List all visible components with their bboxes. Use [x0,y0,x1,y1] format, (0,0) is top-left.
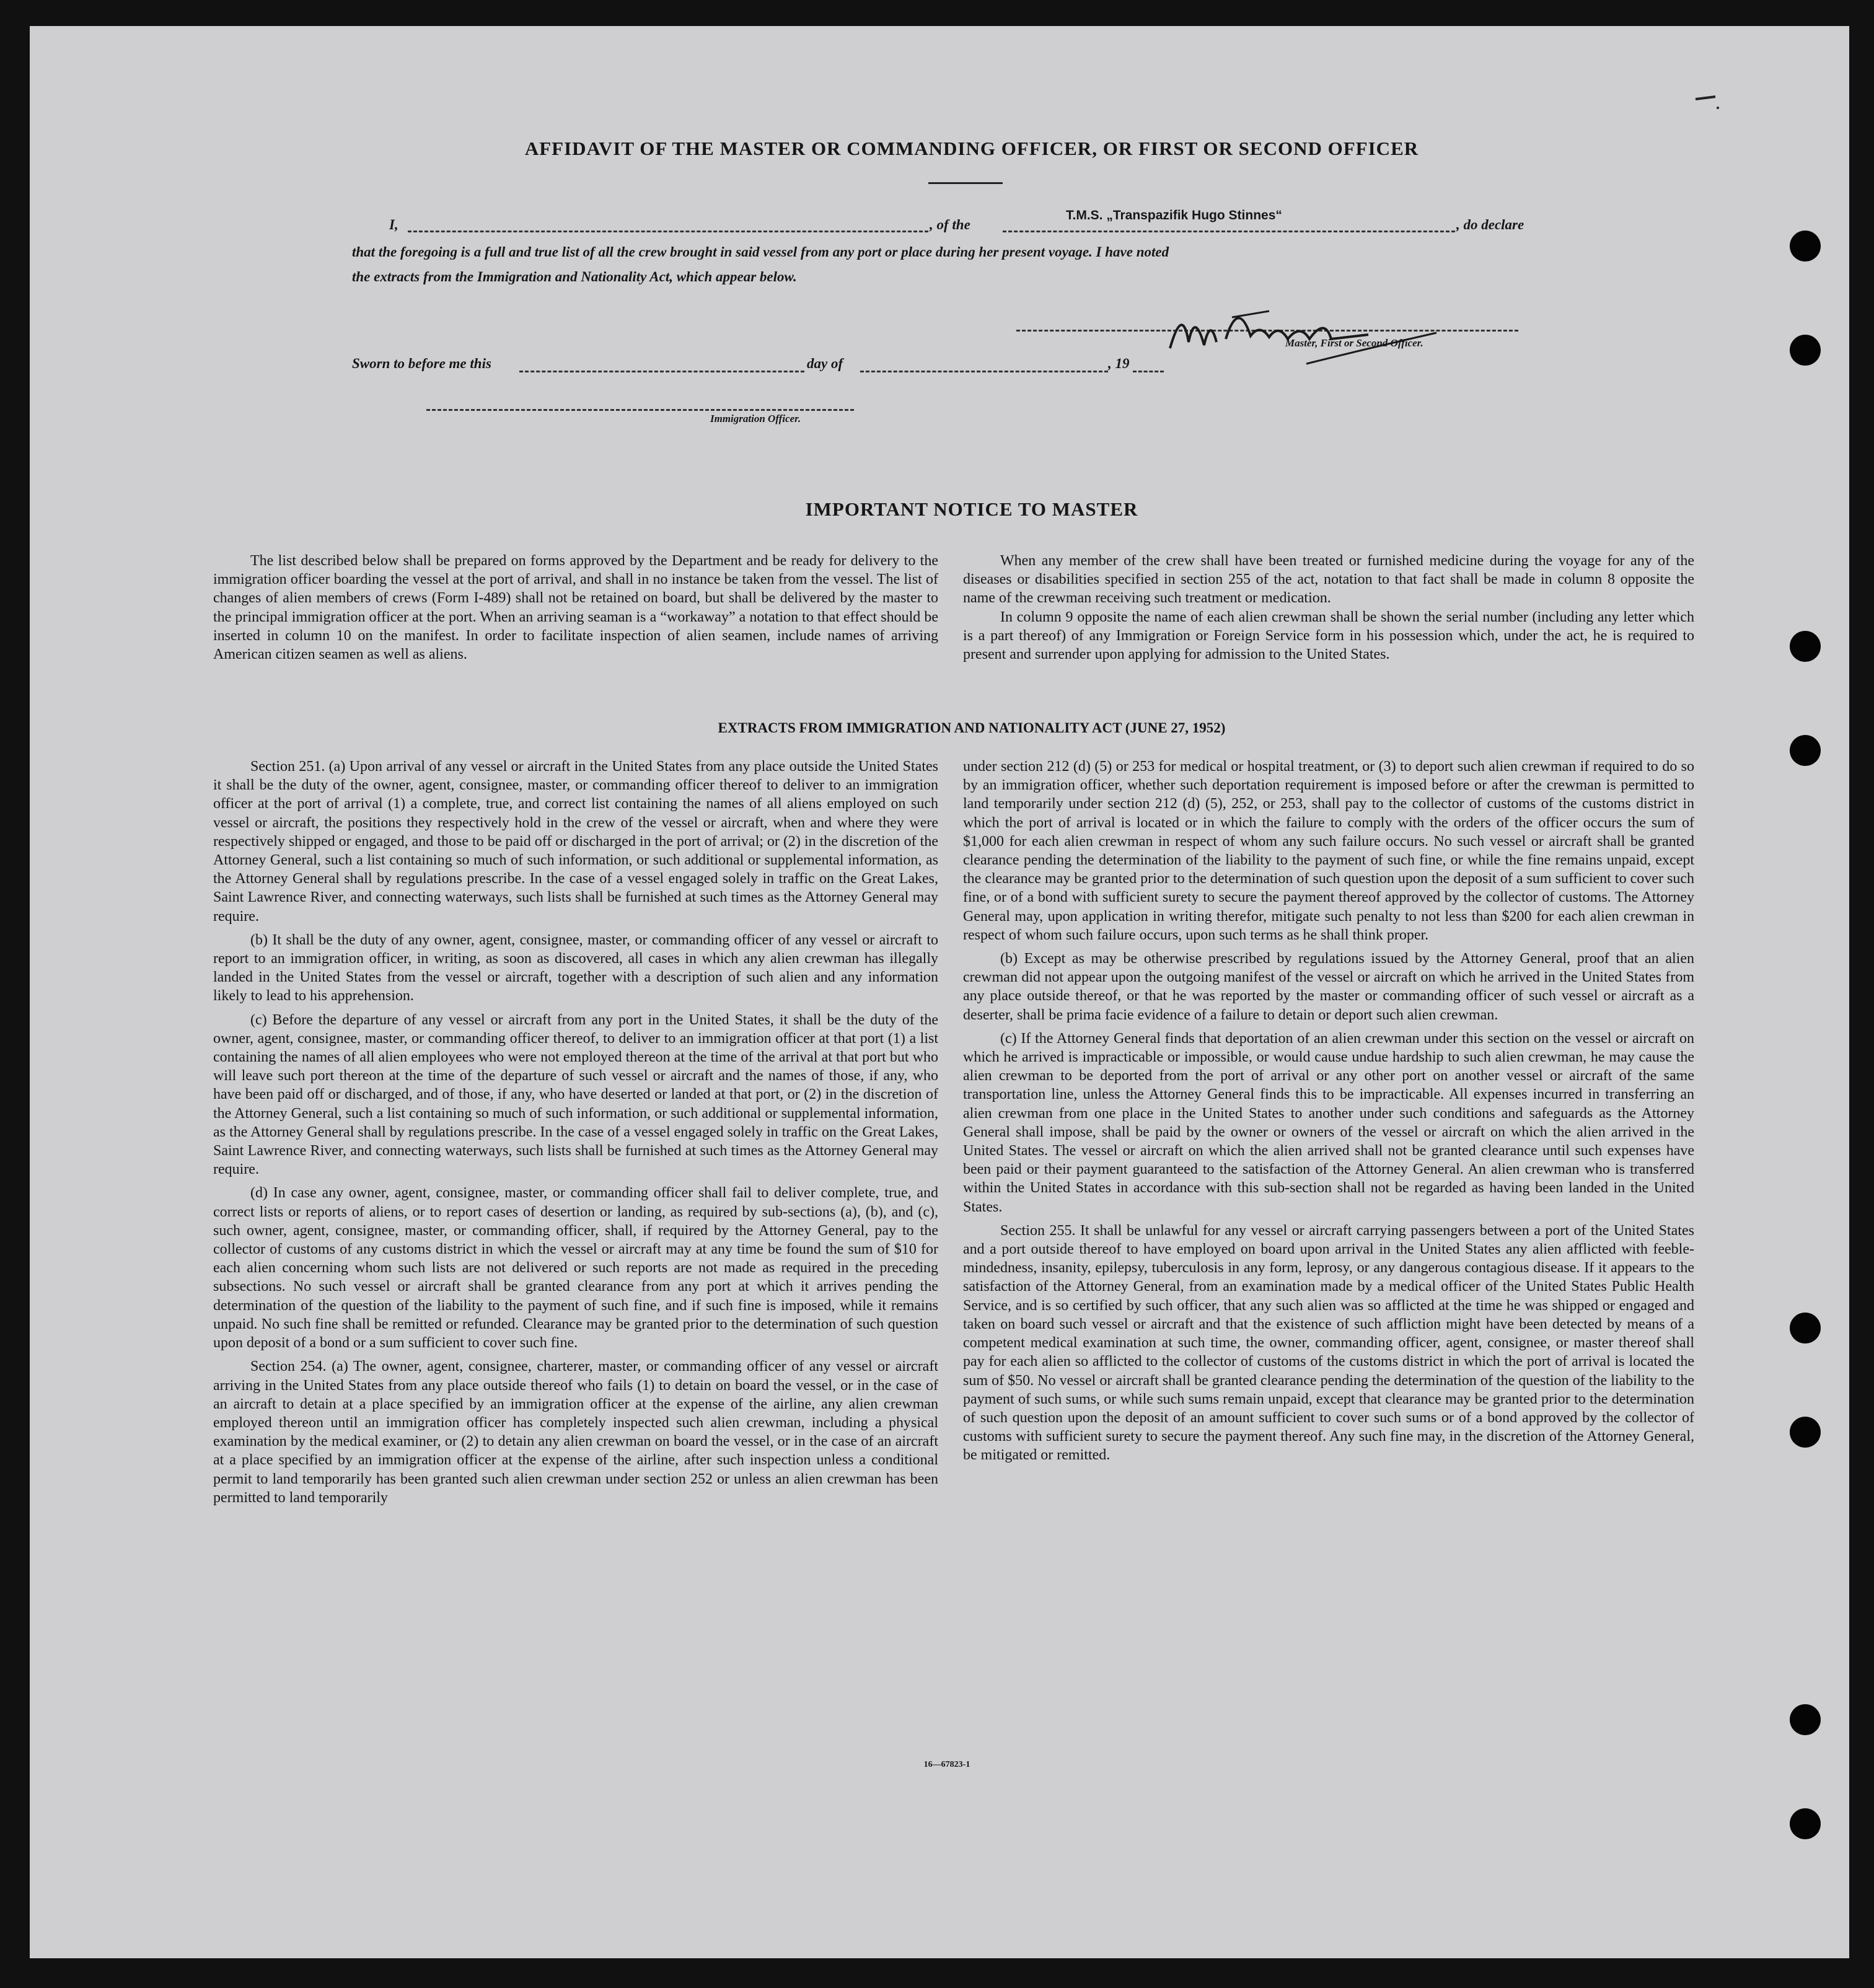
section-paragraph: (c) If the Attorney General finds that deportation of an alien crewman under this section on the vessel or aircraft on which he arrived is impracticable or impossible, or would cause undue hardship to such alien crewman, he may cause the alien crewman to be deported from the port of arrival or any other port on another vessel or aircraft of the same transportation line, unless the Attorney General finds this to be impracticable. All expenses incurred in transferring an alien crewman from one place in the United States to another under such conditions and safeguards as the Attorney General shall impose, shall be paid by the owner or owners of the vessel or aircraft on which the alien arrived in the United States. The vessel or aircraft on which the alien arrived shall not be granted clearance until such expenses have been paid or their payment guaranteed to the satisfaction of the Attorney General. An alien crewman who is transferred within the United States in accordance with this sub-section shall not be regarded as having been landed in the United States. [963,1030,1694,1215]
notice-left-column [213,552,938,669]
sworn-day-blank [519,371,804,372]
extracts-left-column [213,757,938,1512]
sworn-label: Sworn to before me this [352,356,491,371]
section-paragraph: under section 212 (d) (5) or 253 for medical or hospital treatment, or (3) to deport such alien crewman if required to do so by an immigration officer, whether such deportation requirement is imposed before or after the crewman is permitted to land temporarily under section 212 (d) (5), 252, or 253, shall pay to the collector of customs of the customs district in which the port of arrival is located or in which the failure to comply with the orders of the officer occurs the sum of $1,000 for each alien crewman in respect of whom any such failure occurs. No such vessel or aircraft shall be granted clearance pending the determination of the liability to the payment of such fine, or while the fine remains unpaid, except the clearance may be granted prior to the determination of such question upon the deposit of a sum sufficient to cover such fine, or of a bond with sufficient surety to secure the payment thereof approved by the collector of customs. The Attorney General may, upon application in writing therefor, mitigate such penalty to not less than $200 for each alien crewman in respect of whom such failure occurs, upon such terms as he shall think proper. [963,759,1694,943]
declare-label: , do declare [1456,217,1524,232]
section-paragraph: (d) In case any owner, agent, consignee, master, or commanding officer shall fail to deliver complete, true, and correct lists or reports of aliens, or to report cases of desertion or landing, as required by sub-sections (a), (b), and (c), such owner, agent, consignee, master, or commanding officer, shall, if required by the Attorney General, pay to the collector of customs of any customs district in which the vessel or aircraft may at any time be found the sum of $10 for each alien concerning whom such lists are not delivered or such reports are not made as required in the preceding subsections. No such vessel or aircraft shall be granted clearance from any port at which it arrives pending the determination of the question of the liability to the payment of such fine, and if such fine is imposed, while it remains unpaid. No such fine shall be remitted or refunded. Clearance may be granted prior to the determination of such question upon deposit of a bond or a sum sufficient to cover such fine. [213,1185,938,1352]
of-the-label: , of the [930,217,970,232]
year-blank [1133,371,1164,372]
section-paragraph: Section 255. It shall be unlawful for any vessel or aircraft carrying passengers between a port of the United States and a port outside thereof to have employed on board upon arrival in the United States any alien afflicted with feeble-mindedness, insanity, epilepsy, tuberculosis in any form, leprosy, or any dangerous contagious disease. If it appears to the satisfaction of the Attorney General, from an examination made by a medical officer of the United States Public Health Service, and is so certified by such officer, that any such alien was so afflicted at the time he was shipped or engaged and taken on board such vessel or aircraft and that the existence of such affliction might have been detected by means of a competent medical examination at such time, the owner, commanding officer, agent, consignee, or master thereof shall pay for each alien so afflicted to the collector of customs of the customs district in which the port of arrival is located the sum of $50. No vessel or aircraft shall be granted clearance pending the determination of the question of the liability to the payment of such sums, or while such sums remain unpaid, except that clearance may be granted prior to the determination of such question upon the deposit of an amount sufficient to cover such sums or of a bond approved by the collector of customs with sufficient surety to secure the payment thereof. Any such fine may, in the discretion of the Attorney General, be mitigated or remitted. [963,1222,1694,1464]
extracts-right-column [963,757,1694,1470]
notice-paragraph: The list described below shall be prepared on forms approved by the Department and be ready for delivery to the immigration officer boarding the vessel at the port of arrival, and shall in no instance be taken from the vessel. The list of changes of alien members of crews (Form I-489) shall not be retained on board, but shall be delivered by the master to the principal immigration officer at the port. When an arriving seaman is a “workaway” a notation to that effect should be inserted in column 10 on the manifest. In order to facilitate inspection of alien seamen, include names of arriving American citizen seamen as well as aliens. [213,553,938,663]
extracts-title: EXTRACTS FROM IMMIGRATION AND NATIONALITY ACT (JUNE 27, 1952) [718,720,1226,736]
punch-hole [1790,1417,1821,1448]
pencil-mark [1691,88,1728,113]
day-of-label: day of [807,356,843,371]
affidavit-statement: that the foregoing is a full and true list of all the crew brought in said vessel from any port or place during her present voyage. I have noted [352,244,1169,260]
punch-hole [1790,735,1821,766]
officer-caption: Immigration Officer. [710,413,801,424]
signature-caption: Master, First or Second Officer. [1285,337,1423,349]
notice-right-column [963,552,1694,669]
affidavit-statement-cont: the extracts from the Immigration and Nationality Act, which appear below. [352,269,797,284]
name-blank [408,231,928,232]
punch-hole [1790,231,1821,262]
section-paragraph: (b) It shall be the duty of any owner, agent, consignee, master, or commanding officer of any vessel or aircraft to report to an immigration officer, in writing, as soon as discovered, all cases in which any alien crewman has illegally landed in the United States from the vessel or aircraft, together with a description of such alien and any information likely to lead to his apprehension. [213,931,938,1005]
section-paragraph: Section 251. (a) Upon arrival of any vessel or aircraft in the United States from any place outside the United States it shall be the duty of the owner, agent, consignee, master, or commanding officer thereof to deliver to an immigration officer at the port of arrival (1) a complete, true, and correct list containing the names of all aliens employed on such vessel or aircraft, the positions they respectively hold in the crew of the vessel or aircraft, when and where they were respectively shipped or engaged, and those to be paid off or discharged in the port of arrival; or (2) in the discretion of the Attorney General, such a list containing so much of such information, or such additional or supplemental information, as the Attorney General shall by regulations prescribe. In the case of a vessel engaged solely in traffic on the Great Lakes, Saint Lawrence River, and connecting waterways, such lists shall be furnished at such times as the Attorney General may require. [213,759,938,925]
notice-paragraph: When any member of the crew shall have been treated or furnished medicine during the voyage for any of the diseases or disabilities specified in section 255 of the act, notation to that fact shall be made in column 8 opposite the name of the crewman receiving such treatment or medication. [963,553,1694,607]
officer-signature-line [426,409,854,411]
punch-hole [1790,1808,1821,1839]
master-signature [1145,280,1467,379]
punch-hole [1790,335,1821,366]
form-code: 16—67823-1 [923,1760,970,1769]
section-paragraph: (b) Except as may be otherwise prescribed by regulations issued by the Attorney General, proof that an alien crewman did not appear upon the outgoing manifest of the vessel or aircraft on which he arrived in the United States from any place outside thereof, or that he was reported by the master or commanding officer of such vessel or aircraft as a deserter, shall be prima facie evidence of a failure to detain or deport such alien crewman. [963,951,1694,1023]
vessel-blank [1003,231,1455,232]
section-paragraph: Section 254. (a) The owner, agent, consignee, charterer, master, or commanding officer of any vessel or aircraft arriving in the United States from any place outside thereof who fails (1) to detain on board the vessel, or in the case of an aircraft to detain at a place specified by an immigration officer at the expense of the airline, any alien crewman employed thereon until an immigration officer has completely inspected such alien crewman, including a physical examination by the medical examiner, or (2) to detain any alien crewman on board the vessel, or in the case of an aircraft at a place specified by an immigration officer at the expense of the airline, after such inspection unless a conditional permit to land temporarily has been granted such alien crewman under section 252 or unless an alien crewman has been permitted to land temporarily [213,1358,938,1506]
punch-hole [1790,1313,1821,1344]
section-paragraph: (c) Before the departure of any vessel or aircraft from any port in the United States, it shall be the duty of the owner, agent, consignee, master, or commanding officer thereof, to deliver to an immigration officer at that port (1) a list containing the names of all alien employees who were not employed thereon at the time of the arrival at that port but who will leave such port thereon at the time of the departure of such vessel or aircraft and the names of those, if any, who have been paid off or discharged, and of those, if any, who have deserted or landed at that port, or (2) in the discretion of the Attorney General, such a list containing so much of such information, or such additional or supplemental information, as the Attorney General shall by regulations prescribe. In the case of a vessel engaged solely in traffic on the Great Lakes, Saint Lawrence River, and connecting waterways, such lists shall be furnished at such times as the Attorney General may require. [213,1011,938,1178]
year-label: , 19 [1108,356,1130,371]
notice-title: IMPORTANT NOTICE TO MASTER [805,498,1138,520]
sworn-month-blank [860,371,1108,372]
document-page [30,26,1849,1958]
punch-hole [1790,1704,1821,1735]
divider [928,182,1003,184]
affidavit-i-label: I, [389,217,398,232]
vessel-name: T.M.S. „Transpazifik Hugo Stinnes“ [1066,208,1282,222]
punch-hole [1790,631,1821,662]
notice-paragraph: In column 9 opposite the name of each alien crewman shall be shown the serial number (including any letter which is a part thereof) of any Immigration or Foreign Service form in his possession which, under the act, he is required to present and surrender upon applying for admission to the United States. [963,609,1694,663]
affidavit-title: AFFIDAVIT OF THE MASTER OR COMMANDING OFFICER, OR FIRST OR SECOND OFFICER [524,138,1419,159]
